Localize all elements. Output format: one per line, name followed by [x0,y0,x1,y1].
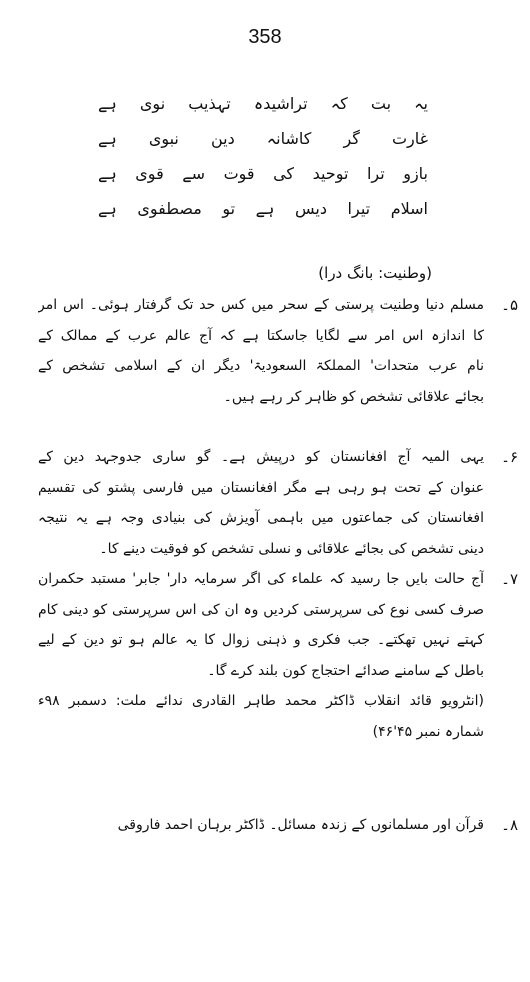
footnote-line: دینی تشخص کی بجائے علاقائی و نسلی تشخص کو فوقیت دینے کا۔ [99,540,484,557]
footnote-line: نام عرب متحدات' المملکۃ السعودیۃ' دیگر ان کے اسلامی تشخص کے [38,358,484,374]
verse-line: غارت گر کاشانہ دین نبوی ہے [98,129,428,148]
verse-line: بازو ترا توحید کی قوت سے قوی ہے [98,164,428,183]
footnote-5 [38,290,518,412]
footnote-number: ۶۔ [501,448,518,466]
page-number: 358 [248,26,282,48]
verse-line: یہ بت کہ تراشیدہ تہذیب نوی ہے [98,94,428,113]
citation-line: شمارہ نمبر ۴۵'۴۶) [372,723,484,740]
footnote-line: کا اندازہ اس امر سے لگایا جاسکتا ہے کہ آج عالم عرب کے ممالک کے [38,327,484,344]
footnote-line: افغانستان کی جماعتوں میں باہمی آویزش کی بنیادی وجہ ہے یہ نتیجہ [38,510,484,526]
footnote-line: صرف کسی نوع کی سرپرستی کردیں وہ ان کی اس سرپرستی کو دینی کام [38,601,484,618]
footnote-7 [38,564,518,686]
footnote-line: یہی المیہ آج افغانستان کو درپیش ہے۔ گو ساری جدوجہد دین کے [38,449,484,465]
footnote-line: عنوان کے تحت ہو رہی ہے مگر افغانستان میں فارسی پشتو کی تقسیم [38,479,484,496]
footnote-line: مسلم دنیا وطنیت پرستی کے سحر میں کس حد تک گرفتار ہوئی۔ اس امر [38,297,484,313]
footnote-line: باطل کے سامنے صدائے احتجاج کون بلند کرے گا۔ [207,662,484,679]
footnote-8 [38,810,518,841]
footnote-line: کہتے نہیں تھکتے۔ جب فکری و ذہنی زوال کا یہ عالم ہو تو دین کے لیے [38,632,484,648]
footnote-number: ۷۔ [501,570,518,588]
interview-citation [38,686,484,747]
footnote-number: ۸۔ [501,816,518,834]
footnote-line: بجائے علاقائی تشخص کو ظاہر کر رہے ہیں۔ [223,388,484,405]
footnote-number: ۵۔ [501,296,518,314]
poem-source: (وطنیت: بانگ درا) [318,264,432,282]
footnote-line: آج حالت بایں جا رسید کہ علماء کی اگر سرمایہ دار' جابر' مستبد حکمران [38,571,484,587]
footnote-6 [38,442,518,564]
verse-line: اسلام تیرا دیس ہے تو مصطفوی ہے [98,199,428,218]
poem [98,86,428,226]
citation-line: (انٹرویو قائد انقلاب ڈاکٹر محمد طاہر القادری ندائے ملت: دسمبر ۹۸ء [38,693,484,709]
footnote-line: قرآن اور مسلمانوں کے زندہ مسائل۔ ڈاکٹر برہان احمد فاروقی [117,817,484,833]
